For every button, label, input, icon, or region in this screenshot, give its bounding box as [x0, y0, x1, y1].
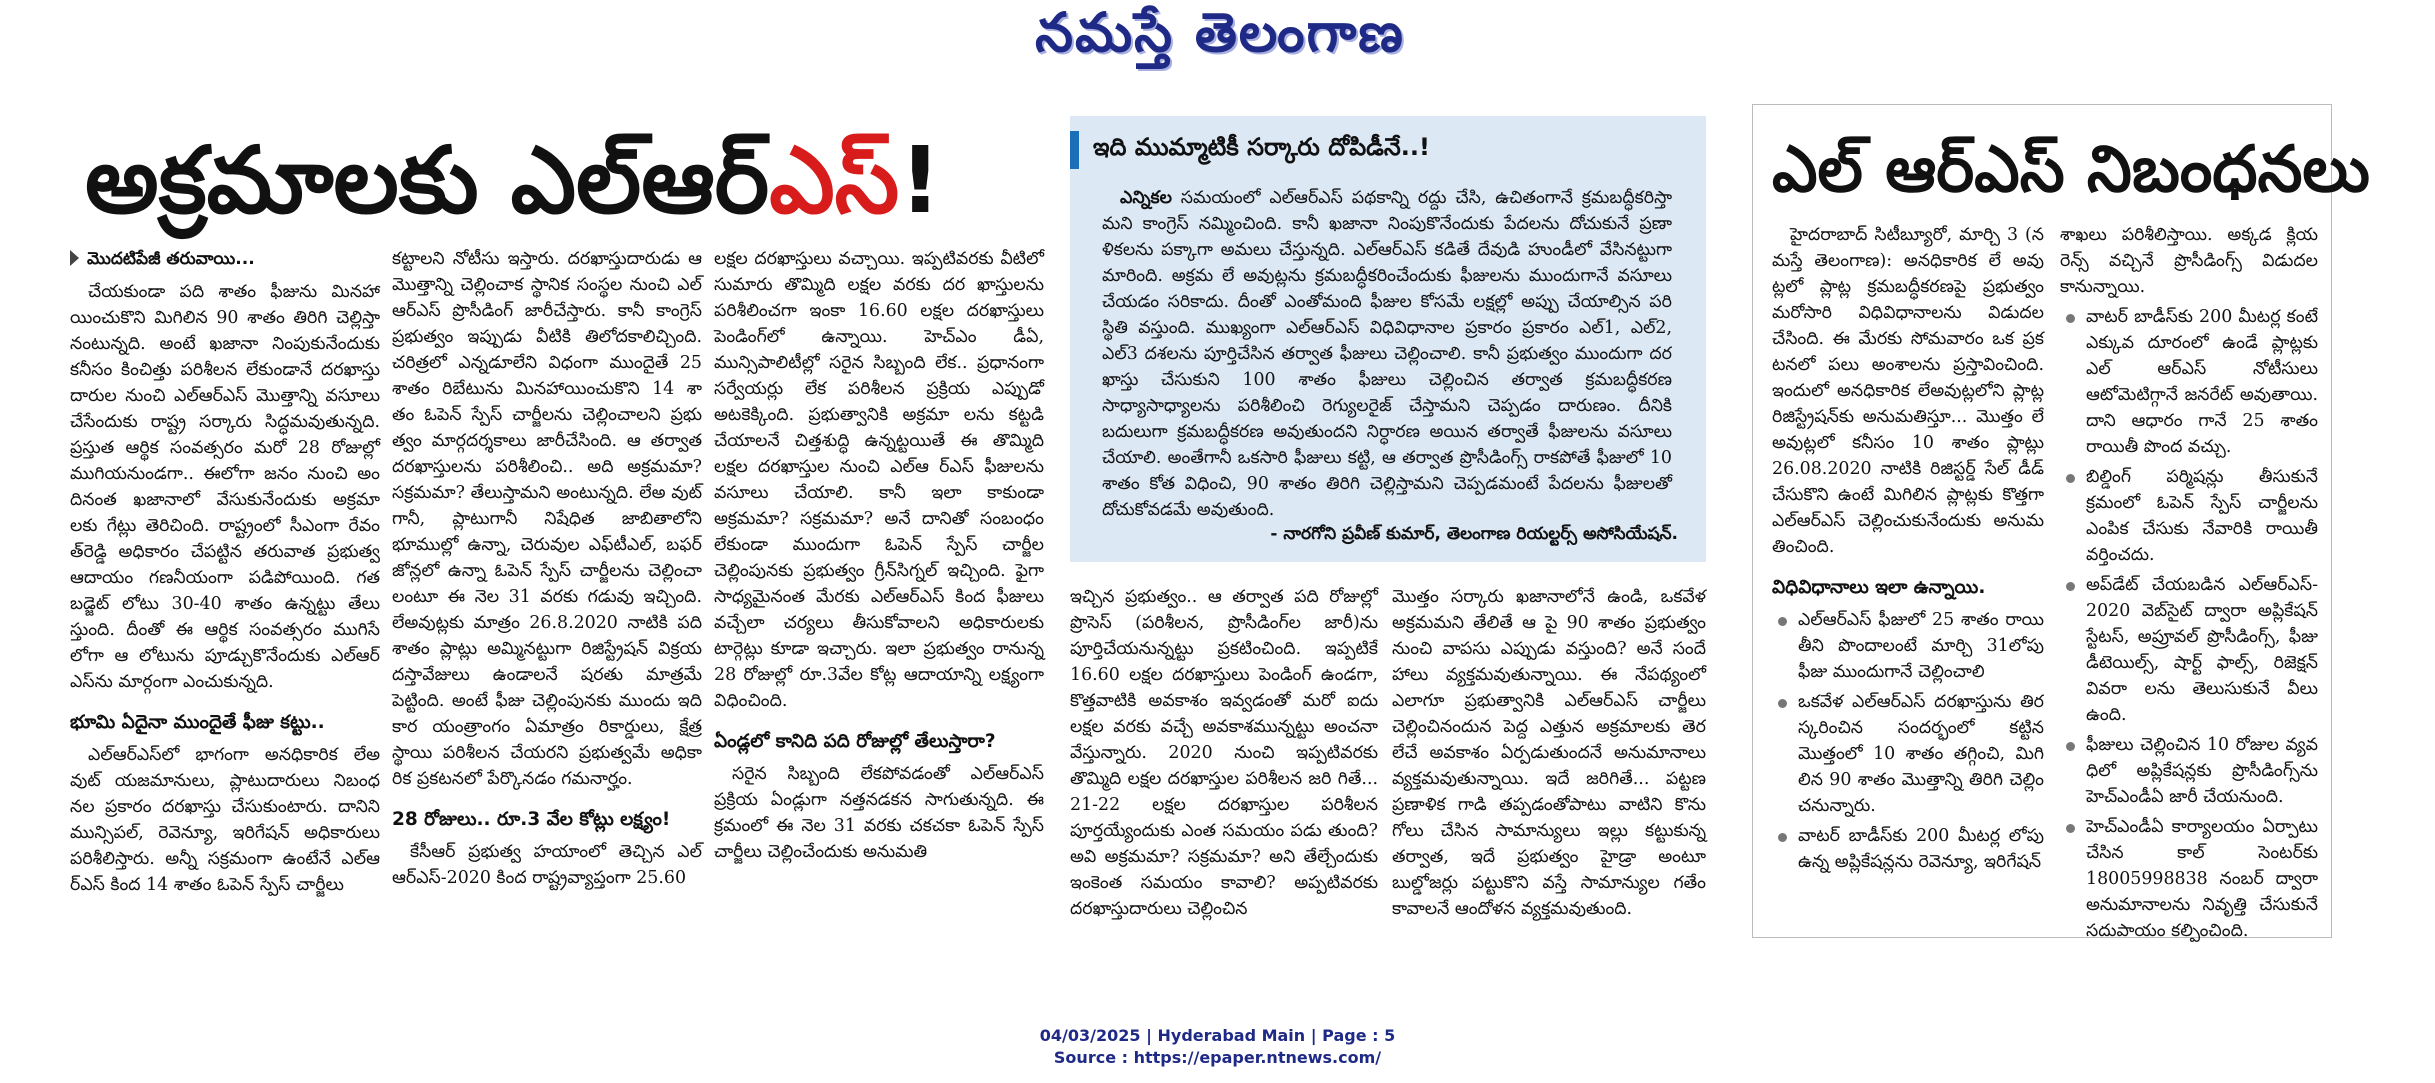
side-story-column-1 — [1772, 222, 2044, 928]
paragraph: కేసీఆర్ ప్రభుత్వ హయాంలో తెచ్చిన ఎల్ ఆర్‌ఎస్-2020 కింద రాష్ట్రవ్యాప్తంగా 25.60 — [392, 842, 702, 888]
subheading: ఏండ్లలో కానిది పది రోజుల్లో తేలుస్తారా? — [714, 731, 996, 752]
main-story-column-1 — [70, 246, 380, 946]
main-story-column-4 — [1070, 584, 1378, 946]
main-story-column-5 — [1392, 584, 1706, 946]
quote-box-text — [1102, 185, 1672, 520]
chevron-right-icon — [70, 250, 79, 266]
subheading: 28 రోజులు.. రూ.3 వేల కోట్లు లక్ష్యం! — [392, 809, 671, 830]
main-headline-red: ఎస్ — [769, 127, 900, 234]
paragraph: సరైన సిబ్బంది లేకపోవడంతో ఎల్‌ఆర్‌ఎస్ ప్రక్రియ ఏండ్లుగా నత్తనడకన సాగుతున్నది. ఈ క్రమంలో ఈ నెల 31 వరకు చకచకా ఓపెన్ స్పేస్ చార్జీలు చెల్లించేందుకు అనుమతి — [714, 764, 1044, 862]
quote-box-title: ఇది ముమ్మాటికీ సర్కారు దోపిడీనే..! — [1093, 133, 1430, 161]
main-story-column-3 — [714, 246, 1044, 946]
list-item: వాటర్ బాడీస్‌కు 200 మీటర్ల కంటే ఎక్కువ దూరంలో ఉండే ప్లాట్లకు ఎల్ ఆర్‌ఎస్ నోటీసులు ఆటోమెటిగ్గానే జనరేట్ అవుతాయి. దాని ఆధారం గానే 25 శాతం రాయితీ పొంద వచ్చు. — [2060, 304, 2318, 460]
footer-source-link[interactable]: Source : https://epaper.ntnews.com/ — [1053, 1048, 1382, 1067]
masthead-logo — [900, 0, 1540, 74]
subheading: విధివిధానాలు ఇలా ఉన్నాయి. — [1772, 577, 1986, 598]
quote-box-header — [1070, 130, 1670, 170]
continued-line: మొదటిపేజీ తరువాయి... — [70, 246, 380, 273]
list-item: ఎల్‌ఆర్‌ఎస్ ఫీజులో 25 శాతం రాయి తీని పొందాలంటే మార్చి 31లోపు ఫీజు ముందుగానే చెల్లించాలి — [1772, 607, 2044, 685]
side-story-headline: ఎల్ ఆర్‌ఎస్ నిబంధనలు — [1772, 133, 2370, 207]
quote-box-accent-bar — [1070, 131, 1079, 169]
list-item: ఫీజులు చెల్లించిన 10 రోజుల వ్యవ ధిలో అప్లికేషన్లకు ప్రొసీడింగ్స్‌ను హెచ్‌ఎండీఏ జారీ చేయనుంది. — [2060, 732, 2318, 810]
paragraph: ఎల్‌ఆర్‌ఎస్‌లో భాగంగా అనధికారిక లేఅ వుట్ యజమానులు, ప్లాటుదారులు నిబంధ నల ప్రకారం దరఖాస్తు చేసుకుంటారు. దానిని మున్సిపల్, రెవెన్యూ, ఇరిగేషన్ అధికారులు పరిశీలిస్తారు. అన్నీ సక్రమంగా ఉంటేనే ఎల్‌ఆ ర్‌ఎస్ కింద 14 శాతం ఓపెన్ స్పేస్ చార్జీలు — [70, 745, 380, 895]
main-headline-black: అక్రమాలకు ఎల్‌ఆర్‌ — [85, 127, 770, 234]
list-item: హెచ్‌ఎండీఏ కార్యాలయం ఏర్పాటు చేసిన కాల్ సెంటర్‌కు 18005998838 నంబర్ ద్వారా అనుమానాలను నివృత్తి చేసుకునే సదుపాయం కల్పించింది. — [2060, 814, 2318, 944]
footer-date-line: 04/03/2025 | Hyderabad Main | Page : 5 — [1039, 1026, 1396, 1045]
main-story-column-2 — [392, 246, 702, 946]
rules-list — [2060, 304, 2318, 944]
paragraph: చేయకుండా పది శాతం ఫీజును మినహా యించుకొని మిగిలిన 90 శాతం తిరిగి చెల్లిస్తా నంటున్నది. అంటే ఖజానా నింపుకునేందుకు కనీసం కించిత్తు పరిశీలన లేకుండానే దరఖాస్తు దారుల నుంచి ఎల్‌ఆర్‌ఎస్ మొత్తాన్ని వసూలు చేసేందుకు రాష్ట్ర సర్కారు సిద్ధమవుతున్నది. ప్రస్తుత ఆర్థిక సంవత్సరం మరో 28 రోజుల్లో ముగియనుండగా.. ఈలోగా జనం నుంచి అం దినంత ఖజానాలో వేసుకునేందుకు అక్రమా లకు గేట్లు తెరిచింది. రాష్ట్రంలో సీఎంగా రేవం త్‌రెడ్డి అధికారం చేపట్టిన తరువాత ప్రభుత్వ ఆదాయం గణనీయంగా పడిపోయింది. గత బడ్జెట్ లోటు 30-40 శాతం ఉన్నట్టు తేలు స్తుంది. దీంతో ఈ ఆర్థిక సంవత్సరం ముగిసే లోగా ఆ లోటును పూడ్చుకొనేందుకు ఎల్‌ఆర్ ఎస్‌ను మార్గంగా ఎంచుకున్నది. — [70, 282, 380, 692]
list-item: బిల్డింగ్ పర్మిషన్లు తీసుకునే క్రమంలో ఓపెన్ స్పేస్ చార్జీలను ఎంపిక చేసుకు నేవారికి రాయితీ వర్తించదు. — [2060, 464, 2318, 568]
masthead-title: నమస్తే తెలంగాణ — [1035, 0, 1405, 64]
subheading: భూమి ఏదైనా ముందైతే ఫీజు కట్టు.. — [70, 712, 325, 733]
list-item: అప్‌డేట్ చేయబడిన ఎల్‌ఆర్‌ఎస్- 2020 వెబ్‌సైట్ ద్వారా అప్లికేషన్ స్టేటస్, అప్రూవల్ ప్రొసీడింగ్స్, ఫీజు డీటెయిల్స్, షార్ట్ ఫాల్స్, రిజెక్షన్ వివరా లను తెలుసుకునే వీలు ఉంది. — [2060, 572, 2318, 728]
paragraph: హైదరాబాద్ సిటీబ్యూరో, మార్చి 3 (న మస్తే తెలంగాణ): అనధికారిక లే అవు ట్లలో ప్లాట్ల క్రమబద్ధీకరణపై ప్రభుత్వం మరోసారి విధివిధానాలను విడుదల చేసింది. ఈ మేరకు సోమవారం ఒక ప్రక టనలో పలు అంశాలను ప్రస్తావించింది. ఇందులో అనధికారిక లేఅవుట్లలోని ప్లాట్ల రిజిస్ట్రేషన్‌కు అనుమతిస్తూ... మొత్తం లే అవుట్లలో కనీసం 10 శాతం ప్లాట్లు 26.08.2020 నాటికి రిజిస్టర్డ్ సేల్ డీడ్ చేసుకొని ఉంటే మిగిలిన ప్లాట్లకు కొత్తగా ఎల్‌ఆర్‌ఎస్ చెల్లించుకునేందుకు అనుమ తించింది. — [1772, 225, 2044, 557]
quote-box-body: సమయంలో ఎల్‌ఆర్‌ఎస్ పథకాన్ని రద్దు చేసి, ఉచితంగానే క్రమబద్ధీకరిస్తా మని కాంగ్రెస్ నమ్మించింది. కానీ ఖజానా నింపుకొనేందుకు పేదలను దోచుకునే ప్రణా ళికలను పక్కాగా అమలు చేస్తున్నది. ఎల్‌ఆర్‌ఎస్ కడితే దేవుడి హుండీలో వేసినట్టుగా మారింది. అక్రమ లే అవుట్లను క్రమబద్ధీకరించేందుకు ఫీజులను ముందుగానే వసూలు చేయడం సరికాదు. దీంతో ఎంతోమంది ఫీజుల కోసమే లక్షల్లో అప్పు చేయాల్సిన పరి స్థితి వస్తుంది. ముఖ్యంగా ఎల్‌ఆర్‌ఎస్ విధివిధానాల ప్రకారం ప్రకారం ఎల్‌1, ఎల్‌2, ఎల్‌3 దశలను పూర్తిచేసిన తర్వాత ఫీజులు చెల్లించాలి. కానీ ప్రభుత్వం ముందుగా దర ఖాస్తు చేసుకుని 100 శాతం ఫీజులు చెల్లించిన తర్వాత క్రమబద్ధీకరణ సాధ్యాసాధ్యాలను పరిశీలించి రెగ్యులరైజ్ చేస్తామని చెప్పడం దారుణం. దీనికి బదులుగా క్రమబద్ధీకరణ అవుతుందని నిర్ధారణ అయిన తర్వాతే ఫీజులను వసూలు చేయాలి. అంతేగానీ ఒకసారి ఫీజులు కట్టి, ఆ తర్వాత ప్రొసీడింగ్స్ రాకపోతే ఫీజులో 10 శాతం కోత విధించి, 90 శాతం తిరిగి చెల్లిస్తామని చెప్పడమంటే పేదలను ఫీజులతో దోచుకోవడమే అవుతుంది. — [1102, 188, 1672, 520]
paragraph: లక్షల దరఖాస్తులు వచ్చాయి. ఇప్పటివరకు వీటిలో సుమారు తొమ్మిది లక్షల వరకు దర ఖాస్తులను పరిశీలించగా ఇంకా 16.60 లక్షల దరఖాస్తులు పెండింగ్‌లో ఉన్నాయి. హెచ్‌ఎం డీఏ, మున్సిపాలిటీల్లో సరైన సిబ్బంది లేక.. ప్రధానంగా సర్వేయర్లు లేక పరిశీలన ప్రక్రియ ఎప్పుడో అటకెక్కింది. ప్రభుత్వానికి అక్రమా లను కట్టడి చేయాలనే చిత్తశుద్ధి ఉన్నట్టయితే ఈ తొమ్మిది లక్షల దరఖాస్తుల నుంచి ఎల్‌ఆ ర్‌ఎస్ ఫీజులను వసూలు చేయాలి. కానీ ఇలా కాకుండా అక్రమమా? సక్రమమా? అనే దానితో సంబంధం లేకుండా ముందుగా ఓపెన్ స్పేస్ చార్జీల చెల్లింపునకు ప్రభుత్వం గ్రీన్‌సిగ్నల్ ఇచ్చింది. ఫైగా సాధ్యమైనంత మేరకు ఎల్‌ఆర్‌ఎస్ కింద ఫీజులు వచ్చేలా చర్యలు తీసుకోవాలని అధికారులకు టార్గెట్లు కూడా ఇచ్చారు. ఇలా ప్రభుత్వం రానున్న 28 రోజుల్లో రూ.3వేల కోట్ల ఆదాయాన్ని లక్ష్యంగా విధించింది. — [714, 249, 1044, 711]
main-headline — [85, 122, 1035, 240]
list-item: ఒకవేళ ఎల్‌ఆర్‌ఎస్ దరఖాస్తును తిర స్కరించిన సందర్భంలో కట్టిన మొత్తంలో 10 శాతం తగ్గించి, మిగి లిన 90 శాతం మొత్తాన్ని తిరిగి చెల్లిం చనున్నారు. — [1772, 689, 2044, 819]
rules-list — [1772, 607, 2044, 875]
paragraph: కట్టాలని నోటీసు ఇస్తారు. దరఖాస్తుదారుడు ఆ మొత్తాన్ని చెల్లించాక స్థానిక సంస్థల నుంచి ఎల్ ఆర్‌ఎస్ ప్రొసీడింగ్ జారీచేస్తారు. కానీ కాంగ్రెస్ ప్రభుత్వం ఇప్పుడు వీటికి తిలోదకాలిచ్చింది. చరిత్రలో ఎన్నడూలేని విధంగా ముందైతే 25 శాతం రిబేటును మినహాయించుకొని 14 శా తం ఓపెన్ స్పేస్ చార్జీలను చెల్లించాలని ప్రభు త్వం మార్గదర్శకాలు జారీచేసింది. ఆ తర్వాత దరఖాస్తులను పరిశీలించి.. అది అక్రమమా? సక్రమమా? తేలుస్తామని అంటున్నది. లేఅ వుట్ గానీ, ప్లాటుగానీ నిషేధిత జాబితాలోని భూముల్లో ఉన్నా, చెరువుల ఎఫ్‌టీఎల్, బఫర్ జోన్లలో ఉన్నా ఓపెన్ స్పేస్ చార్జీలను చెల్లించా లంటూ ఈ నెల 31 వరకు గడువు ఇచ్చింది. లేఅవుట్లకు మాత్రం 26.8.2020 నాటికి పది శాతం ప్లాట్లు అమ్మినట్టుగా రిజిస్ట్రేషన్ విక్రయ దస్తావేజులు ఉండాలనే షరతు మాత్రమే పెట్టింది. అంటే ఫీజు చెల్లింపునకు ముందు ఇది కార యంత్రాంగం ఏమాత్రం రికార్డులు, క్షేత్ర స్థాయి పరిశీలన చేయరని ప్రభుత్వమే అధికా రిక ప్రకటనలో పేర్కొనడం గమనార్హం. — [392, 249, 702, 789]
list-item: వాటర్ బాడీస్‌కు 200 మీటర్ల లోపు ఉన్న అప్లికేషన్లను రెవెన్యూ, ఇరిగేషన్ — [1772, 823, 2044, 875]
paragraph: మొత్తం సర్కారు ఖజానాలోనే ఉండి, ఒకవేళ అక్రమమని తేలితే ఆ పై 90 శాతం ప్రభుత్వం నుంచి వాపసు ఎప్పుడు వస్తుంది? అనే సందే హాలు వ్యక్తమవుతున్నాయి. ఈ నేపథ్యంలో ఎలాగూ ప్రభుత్వానికి ఎల్‌ఆర్‌ఎస్ చార్జీలు చెల్లించినందున పెద్ద ఎత్తున అక్రమాలకు తెర లేచే అవకాశం ఏర్పడుతుందనే అనుమానాలు వ్యక్తమవుతున్నాయి. ఇదే జరిగితే... పట్టణ ప్రణాళిక గాడి తప్పడంతోపాటు వాటిని కొను గోలు చేసిన సామాన్యులు ఇల్లు కట్టుకున్న తర్వాత, ఇదే ప్రభుత్వం హైడ్రా అంటూ బుల్డోజర్లు పట్టుకొని వస్తే సామాన్యుల గతేం కావాలనే ఆందోళన వ్యక్తమవుతుంది. — [1392, 587, 1706, 919]
quote-box-lead: ఎన్నికల — [1120, 188, 1172, 208]
main-headline-end: ! — [899, 127, 942, 234]
side-story-column-2 — [2060, 222, 2318, 941]
quote-box-credit: - నారగోని ప్రవీణ్ కుమార్, తెలంగాణ రియల్టర్స్ అసోసియేషన్. — [1270, 524, 1678, 544]
paragraph: ఇచ్చిన ప్రభుత్వం.. ఆ తర్వాత పది రోజుల్లో ప్రొసెస్ (పరిశీలన, ప్రొసీడింగ్‌ల జారీ)ను పూర్తిచేయనున్నట్టు ప్రకటించింది. ఇప్పటికే 16.60 లక్షల దరఖాస్తులు పెండింగ్ ఉండగా, కొత్తవాటికి అవకాశం ఇవ్వడంతో మరో ఐదు లక్షల వరకు వచ్చే అవకాశమున్నట్టు అంచనా వేస్తున్నారు. 2020 నుంచి ఇప్పటివరకు తొమ్మిది లక్షల దరఖాస్తుల పరిశీలన జరి గితే... 21-22 లక్షల దరఖాస్తుల పరిశీలన పూర్తయ్యేందుకు ఎంత సమయం పడు తుంది? అవి అక్రమమా? సక్రమమా? అని తేల్చేందుకు ఇంకెంత సమయం కావాలి? అప్పటివరకు దరఖాస్తుదారులు చెల్లించిన — [1070, 587, 1378, 919]
paragraph: శాఖలు పరిశీలిస్తాయి. అక్కడ క్లియ రెన్స్ వచ్చినే ప్రొసీడింగ్స్ విడుదల కానున్నాయి. — [2060, 225, 2318, 297]
